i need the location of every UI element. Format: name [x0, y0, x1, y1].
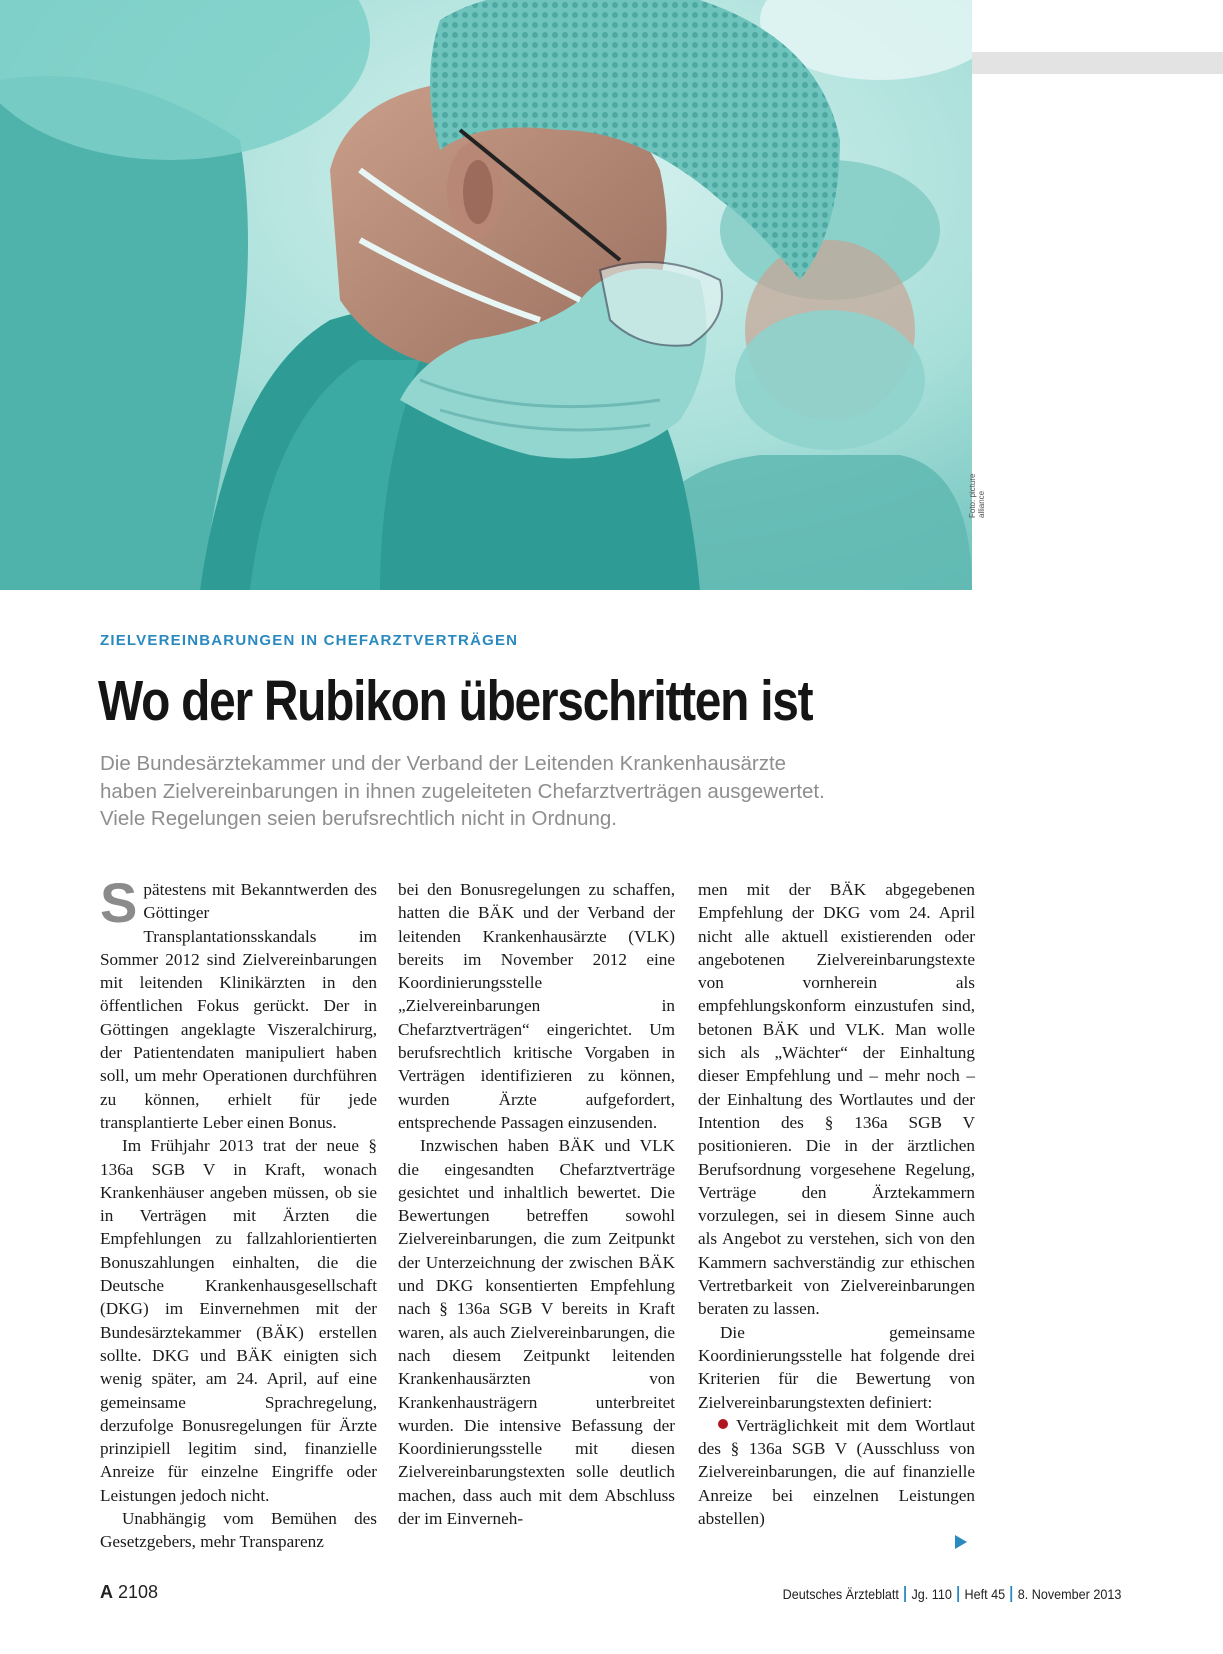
lead-line: Die Bundesärztekammer und der Verband der Leitenden Krankenhausärzte [100, 752, 787, 775]
article-lead [100, 750, 960, 833]
photo-credit: Foto: picture alliance [968, 473, 986, 518]
drop-cap: S [100, 871, 138, 934]
paragraph: Die gemeinsame Koordinierungsstelle hat folgende drei Kriterien für die Bewertung von Zielvereinbarungstexten definiert: [698, 1322, 975, 1412]
separator [957, 1586, 959, 1602]
text-column-2 [398, 878, 675, 1530]
article-topic-kicker: ZIELVEREINBARUNGEN IN CHEFARZTVERTRÄGEN [100, 632, 519, 649]
lead-line: haben Zielvereinbarungen in ihnen zugeleiteten Chefarztverträgen ausgewertet. [100, 779, 825, 803]
page-number [100, 1582, 158, 1603]
page-number-value: 2108 [118, 1582, 159, 1602]
page-prefix: A [100, 1582, 113, 1602]
paragraph [100, 871, 377, 1134]
article-headline: Wo der Rubikon überschritten ist [98, 669, 813, 733]
separator [1010, 1586, 1012, 1602]
paragraph: bei den Bonusregelungen zu schaffen, hatten die BÄK und der Verband der leitenden Krankenhausärzte (VLK) bereits im November 2012 eine Koordinierungsstelle „Zielvereinbarungen in Chefarztverträgen“ eingerichtet. Um berufsrechtlich kritische Vorgaben in Verträgen identifizieren zu können, wurden Ärzte aufgefordert, entsprechende Passagen einzusenden. [398, 880, 675, 1132]
paragraph: men mit der BÄK abgegebenen Empfehlung der DKG vom 24. April nicht alle aktuell existierenden oder angebotenen Zielvereinbarungstexte von vornherein als empfehlungskonform einzustufen sind, betonen BÄK und VLK. Man wolle sich als „Wächter“ der Einhaltung dieser Empfehlung und – mehr noch – der Einhaltung des Wortlautes und der Intention des § 136a SGB V positionieren. Die in der ärztlichen Berufsordnung vorgesehene Regelung, Verträge den Ärztekammern vorzulegen, sei in diesem Sinne auch als Angebot zu verstehen, sich von den Kammern sachverständig zur ethischen Vertretbarkeit von Zielvereinbarungen beraten zu lassen. [698, 880, 975, 1319]
top-gray-bar [972, 52, 1223, 74]
text-column-3 [698, 878, 975, 1530]
bullet-text: Verträglichkeit mit dem Wortlaut des § 136a SGB V (Ausschluss von Zielvereinbarungen, die auf finanzielle Anreize bei einzelnen Leistungen abstellen) [698, 1415, 975, 1529]
paragraph: Im Frühjahr 2013 trat der neue § 136a SGB V in Kraft, wonach Krankenhäuser angeben müssen, ob sie in Verträgen mit Ärzten die Empfehlungen zu fallzahlorientierten Bonuszahlungen einhalten, die die Deutsche Krankenhausgesellschaft (DKG) im Einvernehmen mit der Bundesärztekammer (BÄK) erstellen sollte. DKG und BÄK einigten sich wenig später, am 24. April, auf eine gemeinsame Sprachregelung, derzufolge Bonusregelungen für Ärzte prinzipiell legitim sind, finanzielle Anreize für einzelne Eingriffe oder Leistungen jedoch nicht. [100, 1136, 377, 1505]
publication-name: Deutsches Ärzteblatt [782, 1586, 899, 1602]
separator [904, 1586, 906, 1602]
paragraph: Unabhängig vom Bemühen des Gesetzgebers, mehr Transparenz [100, 1509, 377, 1552]
paragraph-text: pätestens mit Bekanntwerden des Göttinger Transplantationsskandals im Sommer 2012 sind Zielvereinbarungen mit leitenden Klinikärzten in den öffentlichen Fokus gerückt. Der in Göttingen angeklagte Viszeralchirurg, der Patientendaten manipuliert haben soll, um mehr Operationen durchführen zu können, erhielt für jede transplantierte Leber einen Bonus. [100, 880, 377, 1132]
volume: Jg. 110 [911, 1586, 952, 1602]
paragraph: Inzwischen haben BÄK und VLK die eingesandten Chefarztverträge gesichtet und inhaltlich bewertet. Die Bewertungen betreffen sowohl Zielvereinbarungen, die zum Zeitpunkt der Unterzeichnung der zwischen BÄK und DKG konsentierten Empfehlung nach § 136a SGB V bereits in Kraft waren, als auch Zielvereinbarungen, die nach diesem Zeitpunkt leitenden Krankenhausärzten von Krankenhausträgern unterbreitet wurden. Die intensive Befassung der Koordinierungsstelle mit diesen Zielvereinbarungstexten solle deutlich machen, dass auch mit dem Abschluss der im Einverneh- [398, 1136, 675, 1529]
issue-date: 8. November 2013 [1017, 1586, 1121, 1602]
publication-info [782, 1586, 1121, 1602]
header-photo [0, 0, 972, 590]
bullet-dot-icon [718, 1419, 728, 1429]
issue: Heft 45 [964, 1586, 1005, 1602]
lead-line: Viele Regelungen seien berufsrechtlich nicht in Ordnung. [100, 807, 618, 830]
continue-arrow-icon [955, 1535, 967, 1549]
text-column-1 [100, 871, 377, 1554]
bullet-list-item [698, 1414, 975, 1530]
surgeons-photo-illustration [0, 0, 972, 590]
